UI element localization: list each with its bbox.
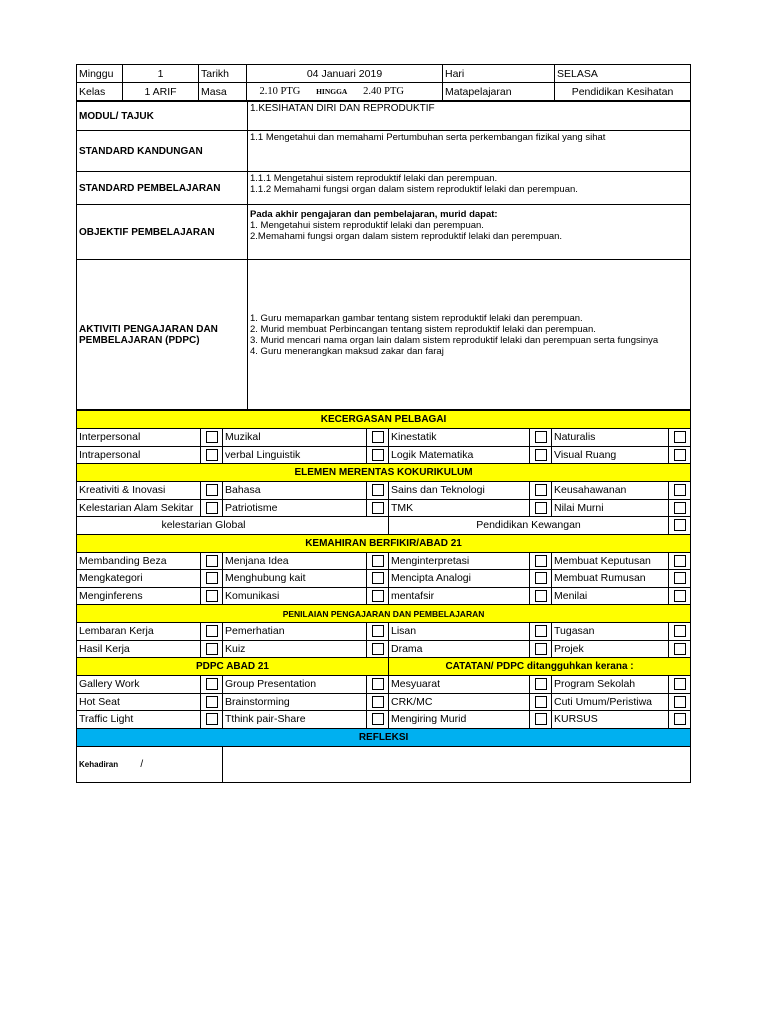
item-mengkategori: Mengkategori xyxy=(77,570,201,588)
item-keusahawanan: Keusahawanan xyxy=(552,482,669,500)
item-kelestarian-alam: Kelestarian Alam Sekitar xyxy=(77,499,201,517)
checkbox-icon[interactable] xyxy=(669,623,691,641)
item-patriotisme: Patriotisme xyxy=(223,499,367,517)
item-menghubung-kait: Menghubung kait xyxy=(223,570,367,588)
refleksi-input[interactable] xyxy=(223,746,691,782)
checkbox-icon[interactable] xyxy=(530,587,552,605)
item-bahasa: Bahasa xyxy=(223,482,367,500)
item-kreativiti: Kreativiti & Inovasi xyxy=(77,482,201,500)
checkbox-icon[interactable] xyxy=(367,446,389,464)
item-kuiz: Kuiz xyxy=(223,640,367,658)
tarikh-value: 04 Januari 2019 xyxy=(247,65,443,83)
matapelajaran-label: Matapelajaran xyxy=(443,83,555,101)
item-membuat-keputusan: Membuat Keputusan xyxy=(552,552,669,570)
sp-line-2: 1.1.2 Memahami fungsi organ dalam sistem reproduktif lelaki dan perempuan. xyxy=(250,184,578,195)
minggu-value: 1 xyxy=(123,65,199,83)
item-verbal-linguistik: verbal Linguistik xyxy=(223,446,367,464)
checkbox-icon[interactable] xyxy=(530,570,552,588)
checkbox-icon[interactable] xyxy=(669,429,691,447)
kehadiran-label: Kehadiran xyxy=(79,759,119,769)
checkbox-icon[interactable] xyxy=(530,446,552,464)
checkbox-icon[interactable] xyxy=(201,623,223,641)
item-kursus: KURSUS xyxy=(552,711,669,729)
item-menginterpretasi: Menginterpretasi xyxy=(389,552,530,570)
item-lembaran-kerja: Lembaran Kerja xyxy=(77,623,201,641)
checkbox-icon[interactable] xyxy=(367,587,389,605)
checkbox-icon[interactable] xyxy=(201,640,223,658)
item-naturalis: Naturalis xyxy=(552,429,669,447)
item-think-pair-share: Tthink pair-Share xyxy=(223,711,367,729)
item-drama: Drama xyxy=(389,640,530,658)
objektif-value xyxy=(248,205,691,260)
checkbox-icon[interactable] xyxy=(201,711,223,729)
hari-value: SELASA xyxy=(555,65,691,83)
item-pendidikan-kewangan: Pendidikan Kewangan xyxy=(389,517,669,535)
checkbox-icon[interactable] xyxy=(367,711,389,729)
item-interpersonal: Interpersonal xyxy=(77,429,201,447)
item-lisan: Lisan xyxy=(389,623,530,641)
item-sains-teknologi: Sains dan Teknologi xyxy=(389,482,530,500)
item-nilai-murni: Nilai Murni xyxy=(552,499,669,517)
kecergasan-title: KECERGASAN PELBAGAI xyxy=(77,411,691,429)
item-logik-matematika: Logik Matematika xyxy=(389,446,530,464)
aktiviti-label-2: PEMBELAJARAN (PDPC) xyxy=(79,334,200,346)
ap-line-1: 1. Guru memaparkan gambar tentang sistem reproduktif lelaki dan perempuan. xyxy=(250,313,583,324)
checkbox-icon[interactable] xyxy=(669,640,691,658)
checkbox-icon[interactable] xyxy=(367,429,389,447)
item-kelestarian-global: kelestarian Global xyxy=(77,517,389,535)
checkbox-icon[interactable] xyxy=(530,676,552,694)
aktiviti-value xyxy=(248,260,691,410)
checkbox-icon[interactable] xyxy=(530,711,552,729)
checkbox-icon[interactable] xyxy=(669,552,691,570)
item-komunikasi: Komunikasi xyxy=(223,587,367,605)
item-traffic-light: Traffic Light xyxy=(77,711,201,729)
kehadiran-cell xyxy=(77,746,223,782)
item-mengiring-murid: Mengiring Murid xyxy=(389,711,530,729)
item-crk-mc: CRK/MC xyxy=(389,693,530,711)
op-line-1: 1. Mengetahui sistem reproduktif lelaki dan perempuan. xyxy=(250,220,484,231)
item-menilai: Menilai xyxy=(552,587,669,605)
checkbox-icon[interactable] xyxy=(669,446,691,464)
kelas-value: 1 ARIF xyxy=(123,83,199,101)
pdpc-abad-title: PDPC ABAD 21 xyxy=(77,658,389,676)
item-gallery-work: Gallery Work xyxy=(77,676,201,694)
masa-end: 2.40 PTG xyxy=(363,86,404,97)
masa-hingga: HINGGA xyxy=(316,87,348,96)
penilaian-title: PENILAIAN PENGAJARAN DAN PEMBELAJARAN xyxy=(77,605,691,623)
item-group-presentation: Group Presentation xyxy=(223,676,367,694)
op-intro: Pada akhir pengajaran dan pembelajaran, murid dapat: xyxy=(250,209,498,220)
checkbox-icon[interactable] xyxy=(530,693,552,711)
checkbox-icon[interactable] xyxy=(201,693,223,711)
masa-label: Masa xyxy=(199,83,247,101)
checkbox-icon[interactable] xyxy=(530,623,552,641)
checkbox-icon[interactable] xyxy=(367,570,389,588)
checkbox-icon[interactable] xyxy=(367,499,389,517)
checkbox-icon[interactable] xyxy=(201,587,223,605)
item-intrapersonal: Intrapersonal xyxy=(77,446,201,464)
checkbox-icon[interactable] xyxy=(201,446,223,464)
item-tugasan: Tugasan xyxy=(552,623,669,641)
checklist-table xyxy=(76,410,691,783)
lesson-plan-sheet xyxy=(76,64,690,783)
item-kinestatik: Kinestatik xyxy=(389,429,530,447)
item-mencipta-analogi: Mencipta Analogi xyxy=(389,570,530,588)
sp-line-1: 1.1.1 Mengetahui sistem reproduktif lelaki dan perempuan. xyxy=(250,173,498,184)
item-hot-seat: Hot Seat xyxy=(77,693,201,711)
tarikh-label: Tarikh xyxy=(199,65,247,83)
objektif-label: OBJEKTIF PEMBELAJARAN xyxy=(77,205,248,260)
modul-value: 1.KESIHATAN DIRI DAN REPRODUKTIF xyxy=(248,102,691,131)
checkbox-icon[interactable] xyxy=(201,499,223,517)
checkbox-icon[interactable] xyxy=(530,499,552,517)
catatan-title: CATATAN/ PDPC ditangguhkan kerana : xyxy=(389,658,691,676)
kehadiran-separator: / xyxy=(140,758,144,770)
ap-line-3: 3. Murid mencari nama organ lain dalam sistem reproduktif lelaki dan perempuan serta fungsinya xyxy=(250,335,659,346)
checkbox-icon[interactable] xyxy=(530,482,552,500)
checkbox-icon[interactable] xyxy=(367,640,389,658)
item-membanding-beza: Membanding Beza xyxy=(77,552,201,570)
item-membuat-rumusan: Membuat Rumusan xyxy=(552,570,669,588)
checkbox-icon[interactable] xyxy=(367,676,389,694)
masa-start: 2.10 PTG xyxy=(259,86,301,97)
checkbox-icon[interactable] xyxy=(669,517,691,535)
checkbox-icon[interactable] xyxy=(669,711,691,729)
checkbox-icon[interactable] xyxy=(201,482,223,500)
checkbox-icon[interactable] xyxy=(367,482,389,500)
item-menginferens: Menginferens xyxy=(77,587,201,605)
item-projek: Projek xyxy=(552,640,669,658)
aktiviti-label-1: AKTIVITI PENGAJARAN DAN xyxy=(79,323,218,335)
item-cuti-umum: Cuti Umum/Peristiwa xyxy=(552,693,669,711)
item-visual-ruang: Visual Ruang xyxy=(552,446,669,464)
checkbox-icon[interactable] xyxy=(201,552,223,570)
refleksi-title: REFLEKSI xyxy=(77,728,691,746)
checkbox-icon[interactable] xyxy=(669,676,691,694)
checkbox-icon[interactable] xyxy=(201,570,223,588)
checkbox-icon[interactable] xyxy=(367,623,389,641)
item-hasil-kerja: Hasil Kerja xyxy=(77,640,201,658)
matapelajaran-value: Pendidikan Kesihatan xyxy=(555,83,691,101)
checkbox-icon[interactable] xyxy=(669,693,691,711)
kbat-title: KEMAHIRAN BERFIKIR/ABAD 21 xyxy=(77,534,691,552)
ap-line-4: 4. Guru menerangkan maksud zakar dan faraj xyxy=(250,346,444,357)
modul-label: MODUL/ TAJUK xyxy=(77,102,248,131)
checkbox-icon[interactable] xyxy=(367,552,389,570)
checkbox-icon[interactable] xyxy=(367,693,389,711)
item-muzikal: Muzikal xyxy=(223,429,367,447)
standard-kandungan-label: STANDARD KANDUNGAN xyxy=(77,131,248,172)
standard-pembelajaran-value xyxy=(248,172,691,205)
checkbox-icon[interactable] xyxy=(530,552,552,570)
item-mentafsir: mentafsir xyxy=(389,587,530,605)
lesson-plan-table xyxy=(76,64,691,101)
checkbox-icon[interactable] xyxy=(201,429,223,447)
checkbox-icon[interactable] xyxy=(530,640,552,658)
masa-value xyxy=(247,83,443,101)
op-line-2: 2.Memahami fungsi organ dalam sistem reproduktif lelaki dan perempuan. xyxy=(250,231,563,242)
checkbox-icon[interactable] xyxy=(530,429,552,447)
ap-line-2: 2. Murid membuat Perbincangan tentang sistem reproduktif lelaki dan perempuan. xyxy=(250,324,596,335)
standard-pembelajaran-label: STANDARD PEMBELAJARAN xyxy=(77,172,248,205)
standard-kandungan-value: 1.1 Mengetahui dan memahami Pertumbuhan serta perkembangan fizikal yang sihat xyxy=(248,131,691,172)
checkbox-icon[interactable] xyxy=(669,570,691,588)
emk-title: ELEMEN MERENTAS KOKURIKULUM xyxy=(77,464,691,482)
item-brainstorming: Brainstorming xyxy=(223,693,367,711)
checkbox-icon[interactable] xyxy=(201,676,223,694)
item-program-sekolah: Program Sekolah xyxy=(552,676,669,694)
hari-label: Hari xyxy=(443,65,555,83)
content-table xyxy=(76,101,691,410)
item-tmk: TMK xyxy=(389,499,530,517)
item-pemerhatian: Pemerhatian xyxy=(223,623,367,641)
item-menjana-idea: Menjana Idea xyxy=(223,552,367,570)
kelas-label: Kelas xyxy=(77,83,123,101)
item-mesyuarat: Mesyuarat xyxy=(389,676,530,694)
checkbox-icon[interactable] xyxy=(669,482,691,500)
checkbox-icon[interactable] xyxy=(669,587,691,605)
checkbox-icon[interactable] xyxy=(669,499,691,517)
minggu-label: Minggu xyxy=(77,65,123,83)
aktiviti-label xyxy=(77,260,248,410)
